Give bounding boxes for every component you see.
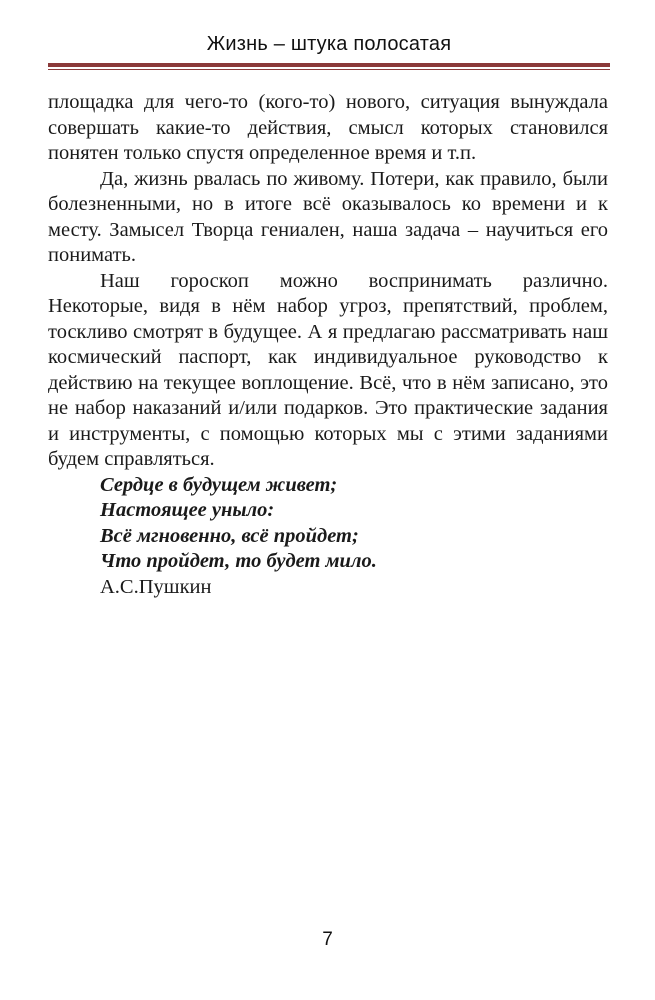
page-number: 7 <box>322 929 333 950</box>
paragraph-2: Да, жизнь рвалась по живому. Потери, как правило, были болезненными, но в итоге всё оказывалось ко времени и к месту. Замысел Творца гениален, наша задача – научиться его понимать. <box>48 167 608 266</box>
poem-line-1: Сердце в будущем живет; <box>100 473 338 496</box>
poem-author: А.С.Пушкин <box>100 575 212 598</box>
running-header-title: Жизнь – штука полосатая <box>206 33 452 55</box>
poem-line-3: Всё мгновенно, всё пройдет; <box>100 524 359 547</box>
poem-quote <box>48 473 608 575</box>
header-divider <box>48 63 610 70</box>
paragraph-1: площадка для чего-то (кого-то) нового, ситуация вынуждала совершать какие-то действия, смысл которых становился понятен только спустя определенное время и т.п. <box>48 91 608 164</box>
poem-line-4: Что пройдет, то будет мило. <box>100 550 377 572</box>
page-body <box>48 90 608 600</box>
paragraph-3: Наш гороскоп можно воспринимать различно. Некоторые, видя в нём набор угроз, препятствий, проблем, тоскливо смотрят в будущее. А я предлагаю рассматривать наш космический паспорт, как индивидуальное руководство к действию на текущее воплощение. Всё, что в нём записано, это не набор наказаний и/или подарков. Это практические задания и инструменты, с помощью которых мы с этими заданиями будем справляться. <box>48 269 608 470</box>
poem-line-2: Настоящее уныло: <box>100 499 275 521</box>
